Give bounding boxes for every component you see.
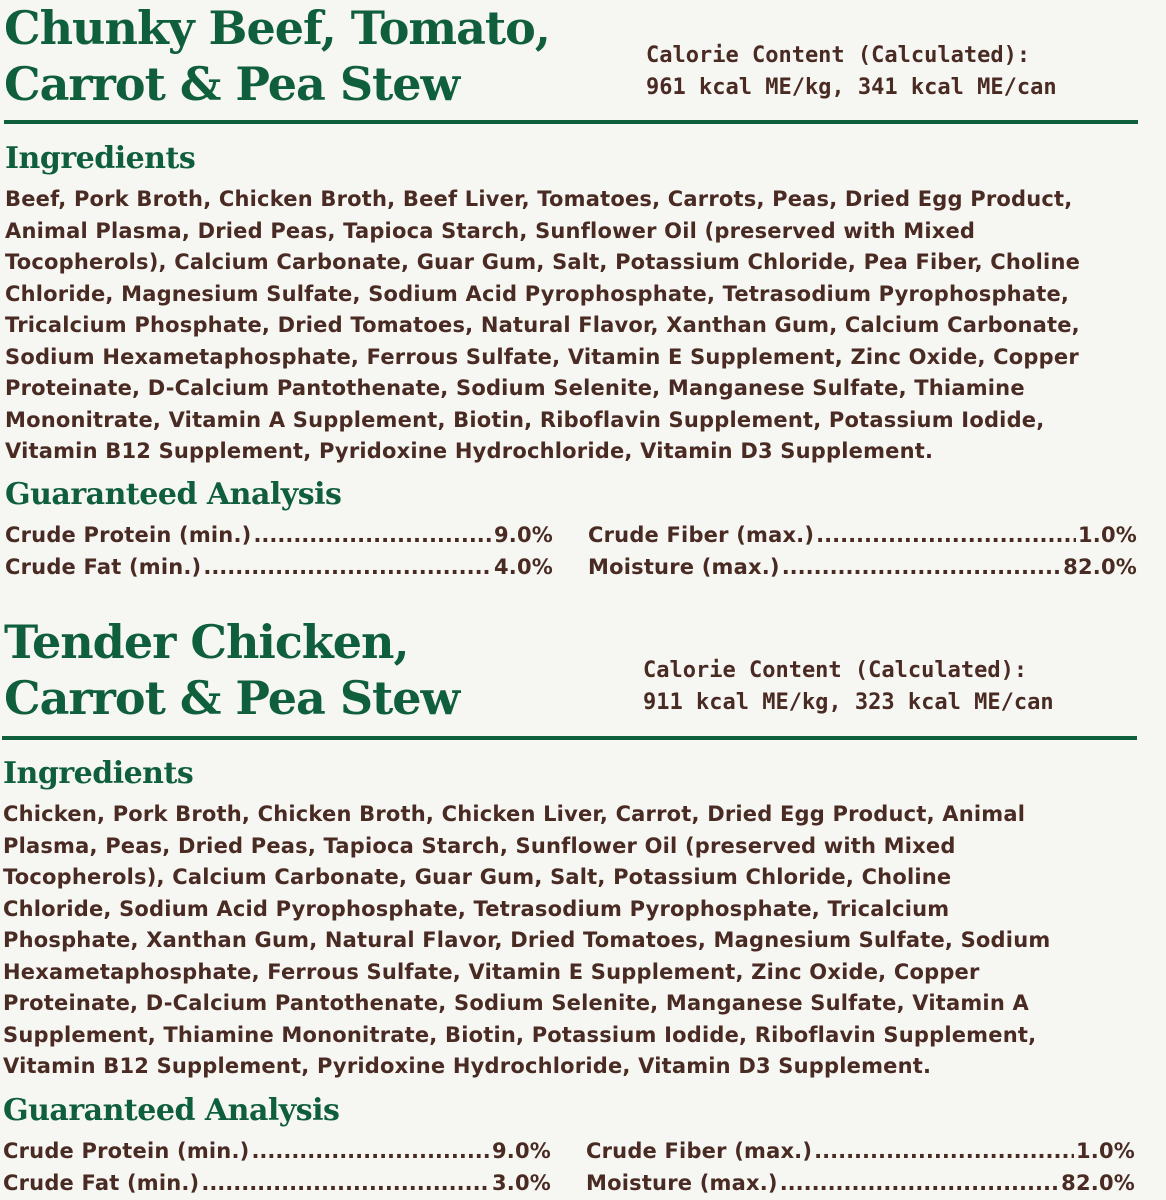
ingredients-line: Proteinate, D-Calcium Pantothenate, Sodium Selenite, Manganese Sulfate, Vitamin A [3, 991, 1029, 1015]
analysis-row-crude-fat [3, 1168, 551, 1200]
ingredients-line: Sodium Hexametaphosphate, Ferrous Sulfate, Vitamin E Supplement, Zinc Oxide, Copper [5, 344, 1079, 369]
dot-leader [816, 520, 1076, 552]
calorie-content [646, 40, 1057, 104]
calorie-content-value: 911 kcal ME/kg, 323 kcal ME/can [643, 690, 1054, 715]
ingredients-heading: Ingredients [5, 141, 196, 176]
ingredients-line: Proteinate, D-Calcium Pantothenate, Sodium Selenite, Manganese Sulfate, Thiamine [5, 376, 1025, 400]
guaranteed-analysis-heading: Guaranteed Analysis [5, 477, 342, 512]
analysis-label: Crude Protein (min.) [5, 523, 252, 547]
calorie-content-label: Calorie Content (Calculated): [643, 658, 1028, 683]
dot-leader [253, 520, 492, 552]
analysis-value: 1.0% [1077, 523, 1137, 547]
analysis-label: Crude Fat (min.) [3, 1171, 200, 1195]
ingredients-line: Chicken, Pork Broth, Chicken Broth, Chicken Liver, Carrot, Dried Egg Product, Animal [3, 802, 1026, 826]
analysis-label: Crude Fiber (max.) [586, 1139, 813, 1163]
section-divider [4, 120, 1138, 124]
ingredients-list [5, 184, 1166, 468]
analysis-row-crude-fiber [586, 1136, 1135, 1168]
analysis-value: 1.0% [1075, 1139, 1135, 1163]
analysis-row-crude-protein [3, 1136, 551, 1168]
ingredients-line: Supplement, Thiamine Mononitrate, Biotin, Potassium Iodide, Riboflavin Supplement, [3, 1022, 1037, 1047]
ingredients-heading: Ingredients [3, 756, 194, 791]
ingredients-line: Hexametaphosphate, Ferrous Sulfate, Vitamin E Supplement, Zinc Oxide, Copper [3, 959, 980, 984]
analysis-label: Moisture (max.) [586, 1171, 778, 1195]
dot-leader [782, 552, 1061, 584]
ingredients-line: Vitamin B12 Supplement, Pyridoxine Hydrochloride, Vitamin D3 Supplement. [5, 439, 934, 463]
ingredients-line: Vitamin B12 Supplement, Pyridoxine Hydrochloride, Vitamin D3 Supplement. [3, 1054, 932, 1078]
ingredients-line: Animal Plasma, Dried Peas, Tapioca Starch, Sunflower Oil (preserved with Mixed [5, 218, 976, 243]
analysis-value: 9.0% [493, 523, 553, 547]
ingredients-line: Tocopherols), Calcium Carbonate, Guar Gum, Salt, Potassium Chloride, Choline [3, 865, 952, 889]
analysis-label: Crude Fiber (max.) [588, 523, 815, 547]
analysis-value: 4.0% [493, 555, 553, 579]
dot-leader [201, 1168, 490, 1200]
analysis-row-crude-protein [5, 520, 553, 552]
dot-leader [814, 1136, 1074, 1168]
analysis-value: 9.0% [491, 1139, 551, 1163]
guaranteed-analysis-heading: Guaranteed Analysis [3, 1093, 340, 1128]
analysis-row-crude-fat [5, 552, 553, 584]
dot-leader [251, 1136, 490, 1168]
calorie-content-label: Calorie Content (Calculated): [646, 43, 1031, 68]
analysis-value: 3.0% [491, 1171, 551, 1195]
analysis-row-crude-fiber [588, 520, 1137, 552]
section-divider [2, 736, 1137, 740]
ingredients-line: Beef, Pork Broth, Chicken Broth, Beef Liver, Tomatoes, Carrots, Peas, Dried Egg Product, [5, 187, 1073, 211]
ingredients-line: Mononitrate, Vitamin A Supplement, Biotin, Riboflavin Supplement, Potassium Iodide, [5, 407, 1045, 432]
ingredients-line: Chloride, Magnesium Sulfate, Sodium Acid Pyrophosphate, Tetrasodium Pyrophosphate, [5, 281, 1070, 306]
analysis-label: Crude Protein (min.) [3, 1139, 250, 1163]
analysis-value: 82.0% [1061, 1171, 1135, 1195]
guaranteed-analysis-table [3, 1136, 1135, 1200]
ingredients-line: Chloride, Sodium Acid Pyrophosphate, Tetrasodium Pyrophosphate, Tricalcium [3, 896, 950, 921]
dot-leader [203, 552, 492, 584]
ingredients-line: Phosphate, Xanthan Gum, Natural Flavor, Dried Tomatoes, Magnesium Sulfate, Sodium [3, 928, 1051, 952]
analysis-value: 82.0% [1063, 555, 1137, 579]
calorie-content [643, 655, 1054, 719]
dot-leader [780, 1168, 1059, 1200]
ingredients-line: Plasma, Peas, Dried Peas, Tapioca Starch, Sunflower Oil (preserved with Mixed [3, 833, 956, 858]
analysis-label: Crude Fat (min.) [5, 555, 202, 579]
guaranteed-analysis-table [5, 520, 1137, 584]
analysis-row-moisture [588, 552, 1137, 584]
ingredients-line: Tricalcium Phosphate, Dried Tomatoes, Natural Flavor, Xanthan Gum, Calcium Carbonate, [5, 313, 1080, 337]
product-title: Chunky Beef, Tomato, Carrot & Pea Stew [4, 1, 550, 111]
calorie-content-value: 961 kcal ME/kg, 341 kcal ME/can [646, 75, 1057, 100]
ingredients-line: Tocopherols), Calcium Carbonate, Guar Gum, Salt, Potassium Chloride, Pea Fiber, Choline [5, 250, 1081, 274]
analysis-label: Moisture (max.) [588, 555, 780, 579]
ingredients-list [3, 799, 1165, 1083]
analysis-row-moisture [586, 1168, 1135, 1200]
product-title: Tender Chicken, Carrot & Pea Stew [4, 615, 460, 725]
